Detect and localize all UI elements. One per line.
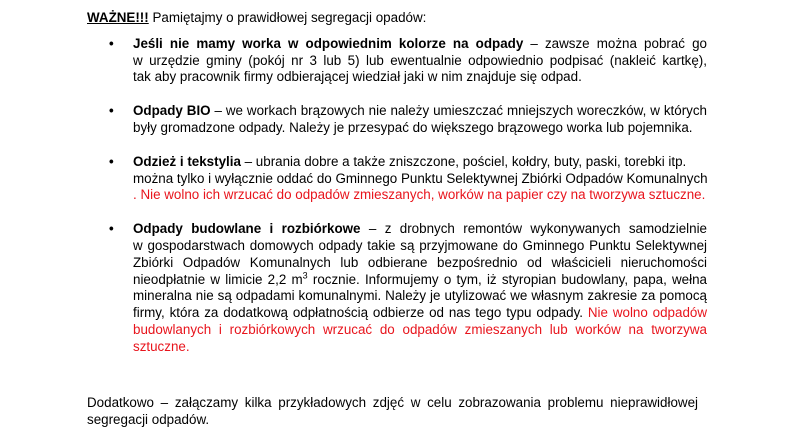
important-label: WAŻNE!!! [87,10,149,25]
intro-text: Pamiętajmy o prawidłowej segregacji opadów: [148,10,427,25]
superscript-exponent: 3 [302,270,308,281]
item-line: Odzież i tekstylia – ubrania dobre a także zniszczone, pościel, kołdry, buty, paski, torebki itp. [133,153,687,169]
item-line: w gospodarstwach domowych odpady takie są przyjmowane do Gminnego Punktu Selektywnej [133,237,707,253]
item-line: Odpady BIO – we workach brązowych nie należy umieszczać mniejszych woreczków, w których [133,103,707,119]
list-item [87,221,707,355]
item-line: Zbiórki Odpadów Komunalnych lub odbierane bezpośrednio od właścicieli nieruchomości [133,254,707,270]
warning-text: . Nie wolno ich wrzucać do odpadów zmieszanych, worków na papier czy na tworzywa sztuczne. [133,187,706,203]
item-line: Jeśli nie mamy worka w odpowiednim kolorze na odpady – zawsze można pobrać go [133,35,708,51]
document-body [87,10,707,356]
footer-line: Dodatkowo – załączamy kilka przykładowych zdjęć w celu zobrazowania problemu nieprawidłowej [87,395,698,410]
intro-paragraph [87,10,707,27]
item-line: w urzędzie gminy (pokój nr 3 lub 5) lub ewentualnie odpowiednio podpisać (nakleić kartkę), [133,52,707,68]
item-line: Odpady budowlane i rozbiórkowe – z drobnych remontów wykonywanych samodzielnie [133,221,707,237]
list-item [87,154,707,204]
bullet-icon: • [109,221,114,237]
item-title: Odpady BIO [133,103,211,119]
list-item [87,103,707,137]
item-title: Odpady budowlane i rozbiórkowe [133,221,361,237]
item-title: Odzież i tekstylia [133,153,241,169]
item-line: nieodpłatnie w limicie 2,2 $m^3$ rocznie. Informujemy o tym, iż styropian budowlany, papa, wełna [133,270,707,287]
warning-text: sztuczne. [133,338,190,354]
item-line: były gromadzone odpady. Należy je przesypać do większego brązowego worka lub pojemnika. [133,119,693,135]
list-item [87,36,707,86]
warning-text: Nie wolno odpadów [587,305,708,321]
item-line: można tylko i wyłącznie oddać do Gminnego Punktu Selektywnej Zbiórki Odpadów Komunalnych [133,170,708,186]
item-line: tak aby pracownik firmy odbierającej wiedział jaki w nim znajduje się odpad. [133,69,582,85]
item-line: firmy, która za dodatkową odpłatnością odbierze od nas tego typu odpady. Nie wolno odpadów [133,305,708,321]
segregation-rules-list [87,36,707,356]
bullet-icon: • [109,153,114,169]
footer-line: segregacji odpadów. [87,411,210,427]
item-line: mineralna nie są odpadami komunalnymi. Należy je utylizować we własnym zakresie za pomocą [133,288,707,304]
bullet-icon: • [109,103,114,119]
bullet-icon: • [109,35,114,51]
item-title: Jeśli nie mamy worka w odpowiednim kolorze na odpady [133,35,524,51]
warning-text: budowlanych i rozbiórkowych wrzucać do odpadów zmieszanych lub worków na tworzywa [133,321,707,337]
footer-paragraph [87,395,698,429]
